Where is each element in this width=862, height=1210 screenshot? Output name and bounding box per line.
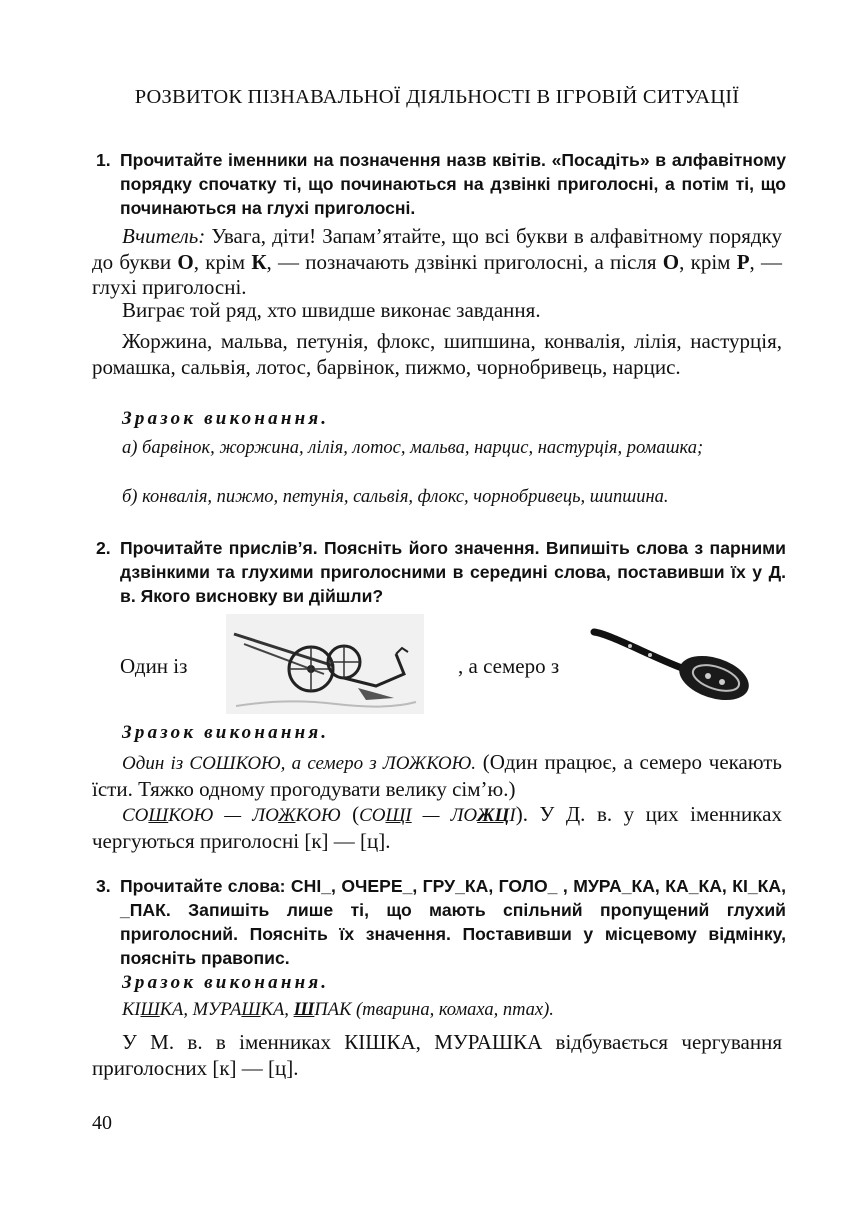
answer-3-part-5: КА, [260,1000,294,1020]
task-3-text: Прочитайте слова: СНІ_, ОЧЕРЕ_, ГРУ_КА, ГОЛО_ , МУРА_КА, КА_КА, КІ_КА, _ПАК. Запишіть лише ті, що мають спільний пропущений глухий приголосний. Поясніть їх значення. Поставивши у місцевому відмінку, поясніть правопис. [120,876,786,968]
answer-3-part-6: Ш [293,1000,315,1020]
teacher-text-1: Увага, діти! Запам’ятайте, що всі букви в алфавітному порядку до букви [92,224,782,274]
letter-o-1: О [177,249,194,274]
answer-2b-conclusion: ). У Д. в. у цих іменниках чергуються приголосні [к] — [ц]. [92,802,782,853]
answer-1a: а) барвінок, жоржина, лілія, лотос, мальва, нарцис, настурція, ромашка; [122,438,704,458]
wins-paragraph: Виграє той ряд, хто швидше виконає завдання. [122,298,541,322]
task-1 [96,148,786,220]
task-3-number: 3. [96,876,111,896]
word-lozhkoyu-b: Ж [278,805,296,826]
dash-1: — [213,805,253,826]
letter-k: К [251,249,267,274]
sample-label-1: Зразок виконання. [122,408,330,429]
sample-label-2: Зразок виконання. [122,722,330,743]
letter-r: Р [736,249,750,274]
final-paragraph: У М. в. в іменниках КІШКА, МУРАШКА відбувається чергування приголосних [к] — [ц]. [92,1030,782,1080]
task-2-number: 2. [96,538,111,558]
word-soshkoyu-c: КОЮ [168,805,214,826]
word-soshkoyu-a: СО [122,805,149,826]
flowers-paragraph: Жоржина, мальва, петунія, флокс, шипшина, конвалія, лілія, настурція, ромашка, сальвія, лотос, барвінок, пижмо, чорнобривець, нарцис. [92,329,782,379]
answer-3-part-3: КА, МУРА [159,1000,242,1020]
word-soshkoyu-b: Ш [148,805,169,826]
page-number: 40 [92,1112,112,1134]
word-lozhkoyu-a: ЛО [252,805,279,826]
word-lozhtsi-b: ЖЦ [477,805,510,826]
task-1-text: Прочитайте іменники на позначення назв квітів. «Посадіть» в алфавітному порядку спочатку ті, що починаються на дзвінкі приголосні, а потім ті, що починаються на глухі приголосні. [120,150,786,218]
proverb-left: Один із [120,654,188,678]
answer-3 [92,998,782,1023]
word-lozhtsi-a: ЛО [450,805,478,826]
task-1-number: 1. [96,150,111,170]
word-lozhkoyu-c: КОЮ [295,805,341,826]
teacher-paragraph [92,224,782,301]
word-soshchi-a: СО [359,805,386,826]
word-soshchi-b: ЩІ [385,805,412,826]
task-2 [96,536,786,608]
task-2-text: Прочитайте прислів’я. Поясніть його значення. Випишіть слова з парними дзвінкими та глухими приголосними в середині слова, поставивши їх у Д. в. Якого висновку ви дійшли? [120,538,786,606]
answer-2 [92,750,782,802]
answer-2b [92,802,782,854]
page-header: РОЗВИТОК ПІЗНАВАЛЬНОЇ ДІЯЛЬНОСТІ В ІГРОВІЙ СИТУАЦІЇ [134,86,740,108]
dash-2: — [411,805,451,826]
answer-1b: б) конвалія, пижмо, петунія, сальвія, флокс, чорнобривець, шипшина. [122,487,669,507]
sample-label-3: Зразок виконання. [122,972,330,993]
answer-2-proverb: Один із СОШКОЮ, а семеро з ЛОЖКОЮ. [122,753,477,774]
teacher-text-3: , — позначають дзвінкі приголосні, а після [266,249,663,274]
task-3 [96,874,786,970]
word-lozhtsi-c: І [509,805,516,826]
answer-3-part-4: Ш [241,1000,261,1020]
answer-2b-words [122,805,341,826]
paren-open: ( [340,802,360,826]
teacher-label: Вчитель: [122,224,206,248]
proverb-middle: , а семеро з [458,654,560,678]
answer-3-part-2: Ш [140,1000,160,1020]
answer-3-part-1: КІ [122,1000,141,1020]
answer-3-part-7: ПАК (тварина, комаха, птах). [314,1000,554,1020]
plough-image [226,614,424,714]
spoon-image [590,626,752,704]
teacher-text-2: , крім [193,249,252,274]
letter-o-2: О [662,249,680,274]
teacher-text-5: , — глухі приголосні. [92,249,783,299]
teacher-text-4: , крім [679,249,737,274]
answer-2-explanation: (Один працює, а семеро чекають їсти. Тяжко одному прогодувати велику сім’ю.) [92,750,783,801]
answer-2b-datives [359,805,516,826]
